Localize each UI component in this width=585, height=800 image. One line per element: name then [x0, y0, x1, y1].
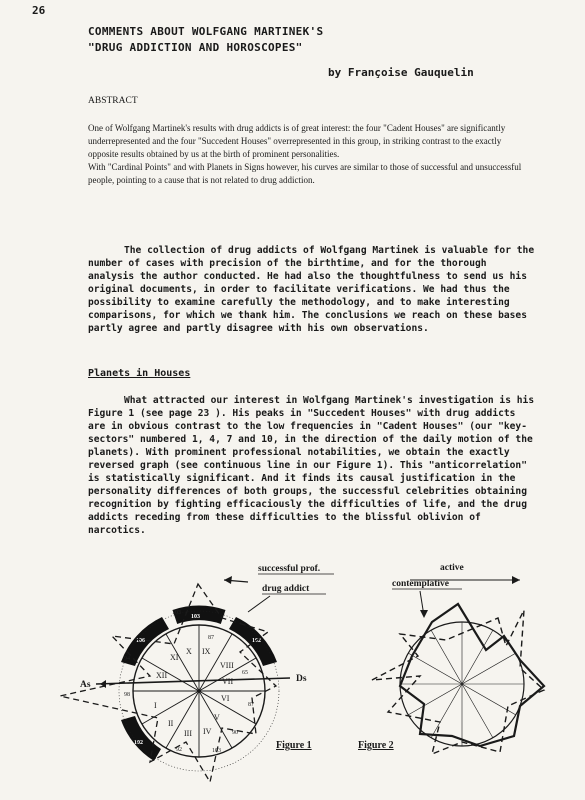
sector-value-1: 103: [191, 614, 200, 620]
figure-2-dividers: [400, 622, 524, 746]
house-numeral-1: I: [154, 701, 157, 710]
house-value-9: 103: [172, 610, 181, 616]
intro-paragraph: The collection of drug addicts of Wolfgang Martinek is valuable for the number of cases with precision of the birthtime, and for the thorough analysis the author conducted. He had also the thoughtfulness to send us his original documents, in order to facilitate verifications. We had thus the possibility to examine carefully the methodology, and to make interesting comparisons, for which we thank him. The conclusions we reach on these bases partly agree and partly disagree with his own observations.: [88, 245, 535, 334]
ascendant-label: As: [80, 680, 91, 690]
house-numeral-8: VIII: [220, 661, 234, 670]
title-line-1: COMMENTS ABOUT WOLFGANG MARTINEK'S: [88, 25, 324, 38]
house-numeral-2: II: [168, 719, 174, 728]
house-value-5: 103: [212, 748, 221, 754]
section-paragraph: What attracted our interest in Wolfgang Martinek's investigation is his Figure 1 (see page 23 ). His peaks in "Succedent Houses" with drug addicts are in obvious contrast to the low frequencies in "Cadent Houses" (our "key-sectors" numbered 1, 4, 7 and 10, in the direction of the daily motion of the planets). With prominent professional notabilities, we obtain the exactly reversed graph (see continuous line in our Figure 1). This "anticorrelation" is statistically significant. And it finds its causal justification in the personality differences of both groups, the successful celebrities obtaining recognition by fighting efficaciously the difficulties of life, and the drug addicts receding from these difficulties to the blissful oblivion of narcotics.: [88, 395, 535, 536]
legend-successful-prof: successful prof.: [258, 564, 321, 574]
figure-2-caption: Figure 2: [358, 740, 394, 751]
sector-value-4: 102: [134, 740, 143, 746]
house-value-1: 87: [208, 635, 214, 641]
intro-section: [88, 244, 536, 335]
house-numeral-12: XII: [156, 671, 168, 680]
house-numeral-11: XI: [170, 653, 179, 662]
legend-arrow-drug: [248, 596, 270, 612]
section-body: [88, 394, 536, 537]
legend-contemplative: contemplative: [392, 579, 449, 589]
article-title: [88, 24, 323, 56]
house-numeral-10: X: [186, 647, 192, 656]
section-heading: Planets in Houses: [88, 368, 191, 379]
house-numeral-5: V: [214, 713, 220, 722]
house-numeral-4: IV: [203, 727, 212, 736]
house-value-8: 98: [124, 692, 130, 698]
byline: by Françoise Gauquelin: [328, 66, 474, 79]
drug-addict-curve: [60, 584, 276, 782]
abstract: [88, 122, 528, 187]
legend-drug-addict: drug addict: [262, 584, 310, 594]
house-numeral-6: VI: [221, 694, 230, 703]
horizon-axis: [96, 678, 290, 684]
abstract-heading: ABSTRACT: [88, 96, 138, 106]
title-line-2: "DRUG ADDICTION AND HOROSCOPES": [88, 41, 303, 54]
house-value-3: 87: [248, 702, 254, 708]
house-value-6: 92: [176, 747, 182, 753]
abstract-paragraph-2: With "Cardinal Points" and with Planets in Signs however, his curves are similar to those of successful and unsuccessful people, pointing to a cause that is not related to drug addiction.: [88, 162, 522, 185]
house-value-2: 65: [242, 670, 248, 676]
abstract-paragraph-1: One of Wolfgang Martinek's results with drug addicts is of great interest: the four "Cadent Houses" are significantly underrepresented and the four "Succedent Houses" overrepresented in this group, in striking contrast to the exactly opposite results obtained by us at the birth of prominent personalities.: [88, 123, 506, 159]
figures: [0, 556, 585, 800]
figure-1-caption: Figure 1: [276, 740, 312, 751]
legend-active: active: [440, 563, 464, 573]
house-value-4: 90: [232, 730, 238, 736]
figure-2: [358, 563, 544, 754]
house-value-7: 94: [124, 656, 130, 662]
descendant-label: Ds: [296, 674, 307, 684]
house-numeral-7: VII: [222, 677, 234, 686]
sector-value-3: 106: [136, 638, 145, 644]
sector-value-2: 102: [252, 638, 261, 644]
page-number: 26: [32, 4, 46, 17]
figure-1: [60, 564, 334, 782]
house-numeral-9: IX: [202, 647, 211, 656]
house-numeral-3: III: [184, 729, 192, 738]
